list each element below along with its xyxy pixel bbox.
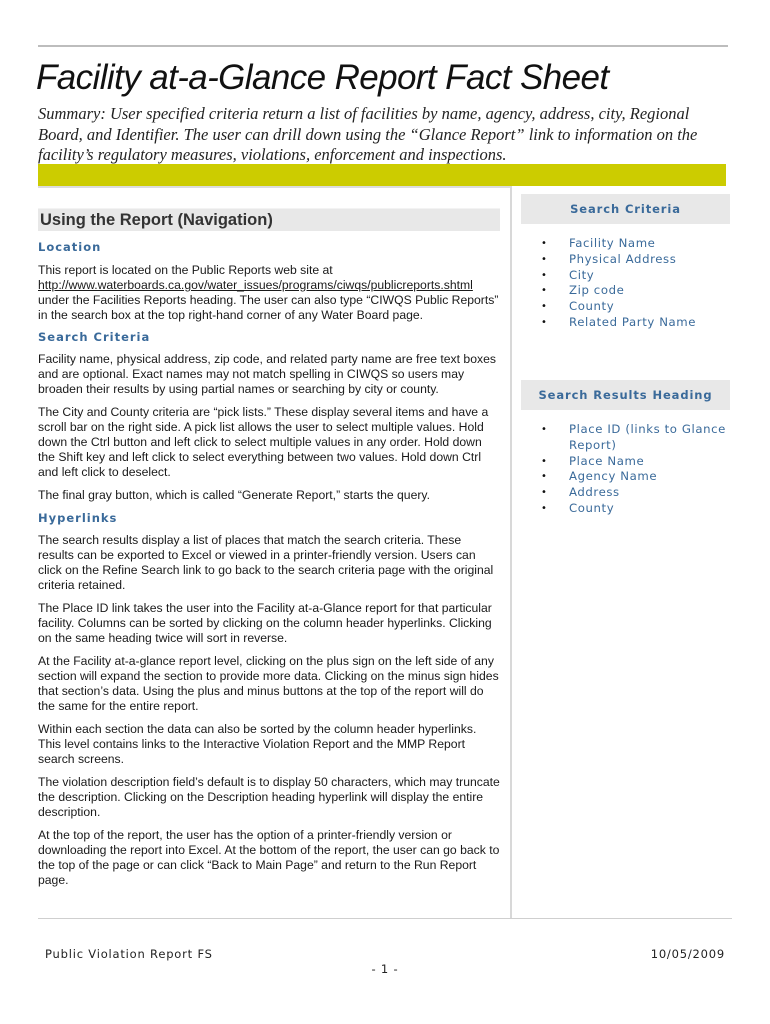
bullet-icon: • <box>541 238 548 249</box>
summary: Summary: User specified criteria return a list of facilities by name, agency, address, city, Regional Board, and Identifier. The user can drill down using the “Glance Report” link to information on the facility’s regulatory measures, violations, enforcement and inspections. <box>38 104 698 164</box>
hyperlinks-paragraph-3: At the Facility at-a-glance report level, clicking on the plus sign on the left side of any section will expand the section to provide more data. Clicking on the minus sign hides that section’s data. Using the plus and minus buttons at the top of the report will do the same for the entire report. <box>38 654 499 713</box>
location-text-after: under the Facilities Reports heading. The user can also type “CIWQS Public Reports” in the search box at the top right-hand corner of any Water Board page. <box>38 293 499 322</box>
list-item: • Place Name <box>541 453 645 468</box>
search-criteria-paragraph-1: Facility name, physical address, zip code, and related party name are free text boxes and are optional. Exact names may not match spelling in CIWQS so users may broaden their results by using partial names or searching by city or county. <box>38 352 496 396</box>
location-text-before: This report is located on the Public Reports web site at <box>38 263 333 277</box>
top-rule <box>38 45 728 47</box>
search-criteria-paragraph-3: The final gray button, which is called “Generate Report,” starts the query. <box>38 488 430 502</box>
list-item: • Physical Address <box>541 251 677 266</box>
bullet-icon: • <box>541 455 548 467</box>
hyperlinks-paragraph-5: The violation description field’s default is to display 50 characters, which may truncate the description. Clicking on the Description heading hyperlink will display the entire description. <box>38 775 500 819</box>
subhead-location: Location <box>38 240 102 254</box>
bullet-icon: • <box>541 424 548 435</box>
bullet-icon: • <box>541 269 548 281</box>
list-item: • Address <box>541 485 620 500</box>
accent-bar <box>38 164 726 186</box>
subhead-hyperlinks: Hyperlinks <box>38 511 118 525</box>
list-item: • Place ID (links to Glance Report) <box>541 422 726 452</box>
page-number: - 1 - <box>371 962 399 976</box>
hyperlinks-paragraph-4: Within each section the data can also be sorted by the column header hyperlinks. This level contains links to the Interactive Violation Report and the MMP Report search screens. <box>38 722 477 766</box>
column-divider <box>510 186 512 918</box>
page-title: Facility at-a-Glance Report Fact Sheet <box>36 58 609 97</box>
results-list <box>521 422 730 517</box>
list-item: • Facility Name <box>541 236 656 250</box>
list-item: • Agency Name <box>541 469 658 484</box>
sidebar-heading-search-criteria: Search Criteria <box>521 194 730 224</box>
list-item: • Related Party Name <box>541 314 697 329</box>
footer-title: Public Violation Report FS <box>45 947 213 961</box>
criteria-list <box>521 236 730 331</box>
search-criteria-paragraph-2: The City and County criteria are “pick lists.” These display several items and have a scroll bar on the right side. A pick list allows the user to select multiple values. Hold down the Ctrl button and left click to select multiple values in any order. Hold down the Shift key and left click to select everything between two values. Hold down Ctrl and left click to deselect. <box>38 405 489 479</box>
bullet-icon: • <box>541 301 548 313</box>
list-item: • County <box>541 299 615 314</box>
subhead-search-criteria: Search Criteria <box>38 330 151 344</box>
bullet-icon: • <box>541 316 548 328</box>
divider-strip <box>38 186 512 188</box>
bullet-icon: • <box>541 502 548 514</box>
hyperlinks-paragraph-6: At the top of the report, the user has the option of a printer-friendly version or downloading the report into Excel. At the bottom of the report, the user can go back to the top of the page or can click “Back to Main Page” and return to the Run Report page. <box>38 828 500 887</box>
list-item: • County <box>541 500 615 515</box>
sidebar-heading-search-results: Search Results Heading <box>521 380 730 410</box>
bullet-icon: • <box>541 253 548 265</box>
sidebar-search-criteria <box>521 194 730 331</box>
location-text <box>38 263 500 323</box>
hyperlinks-paragraph-2: The Place ID link takes the user into the Facility at-a-Glance report for that particular facility. Columns can be sorted by clicking on the column header hyperlinks. Clicking on the same heading twice will sort in reverse. <box>38 601 492 645</box>
main-content <box>38 208 500 888</box>
public-reports-link[interactable]: http://www.waterboards.ca.gov/water_issues/programs/ciwqs/publicreports.shtml <box>38 278 473 292</box>
bullet-icon: • <box>541 285 548 297</box>
footer-date: 10/05/2009 <box>650 947 725 961</box>
list-item: • Zip code <box>541 283 625 298</box>
hyperlinks-paragraph-1: The search results display a list of places that match the search criteria. These results can be exported to Excel or viewed in a printer-friendly version. Users can click on the Refine Search link to go back to the search criteria page with the original criteria retained. <box>38 533 494 592</box>
sidebar-search-results <box>521 380 730 517</box>
list-item: • City <box>541 267 595 282</box>
bullet-icon: • <box>541 487 548 499</box>
bullet-icon: • <box>541 471 548 483</box>
section-heading-navigation: Using the Report (Navigation) <box>38 208 500 231</box>
bottom-rule <box>38 918 732 919</box>
